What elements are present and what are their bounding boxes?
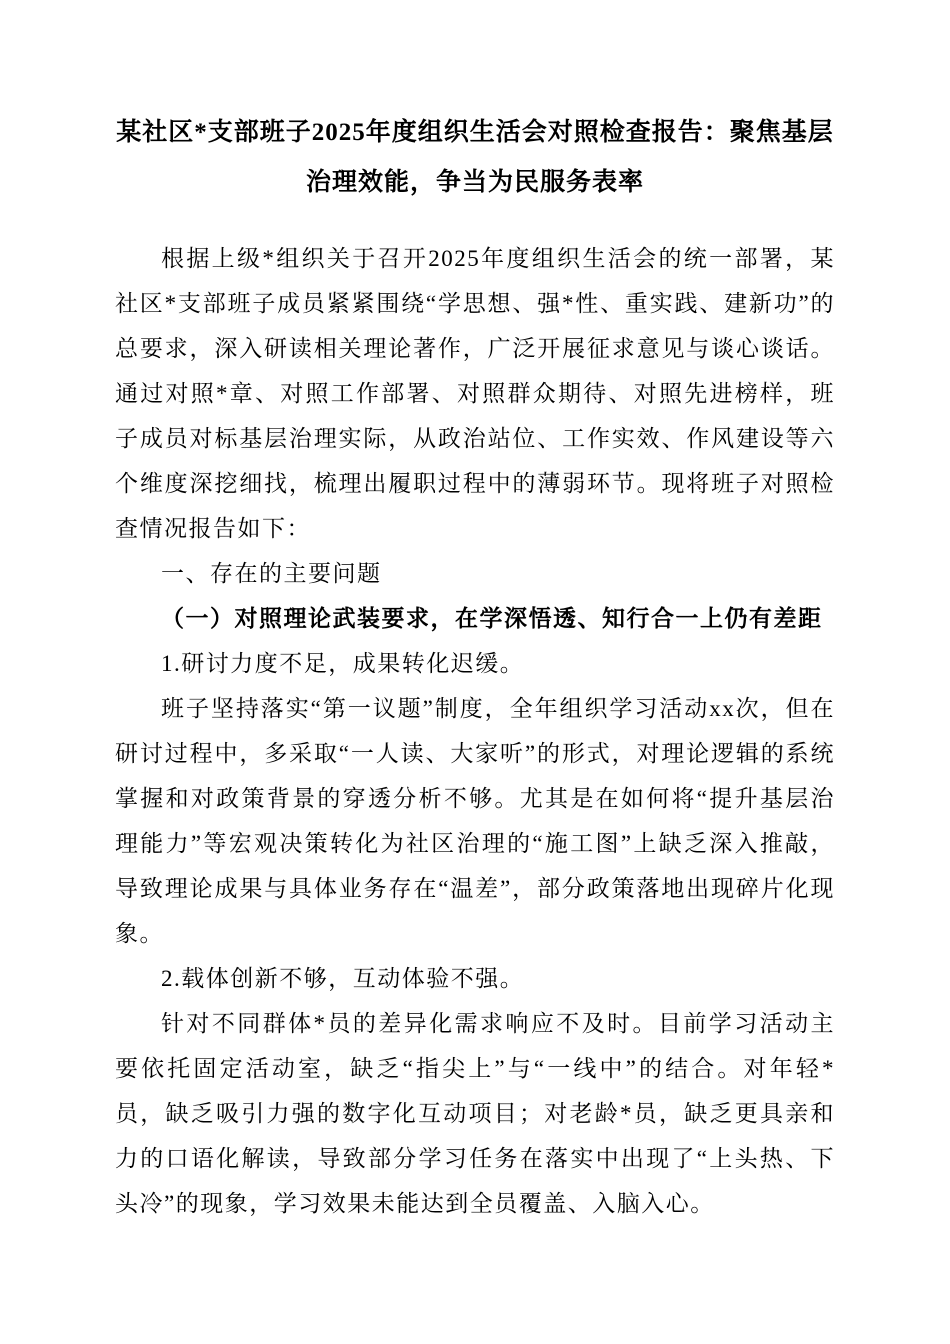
section-heading-main-problems: 一、存在的主要问题 (161, 561, 382, 586)
paragraph-intro: 根据上级*组织关于召开2025年度组织生活会的统一部署，某社区*支部班子成员紧紧围绕“学思想、强*性、重实践、建新功”的总要求，深入研读相关理论著作，广泛开展征求意见与谈心谈话。通过对照*章、对照工作部署、对照群众期待、对照先进榜样，班子成员对标基层治理实际，从政治站位、工作实效、作风建设等六个维度深挖细找，梳理出履职过程中的薄弱环节。现将班子对照检查情况报告如下： (115, 246, 835, 541)
subsection-heading-theory: （一）对照理论武装要求，在学深悟透、知行合一上仍有差距 (161, 606, 823, 631)
paragraph-point-1-body: 班子坚持落实“第一议题”制度，全年组织学习活动xx次，但在研讨过程中，多采取“一人读、大家听”的形式，对理论逻辑的系统掌握和对政策背景的穿透分析不够。尤其是在如何将“提升基层治理能力”等宏观决策转化为社区治理的“施工图”上缺乏深入推敲，导致理论成果与具体业务存在“温差”，部分政策落地出现碎片化现象。 (115, 696, 835, 946)
point-heading-2: 2.载体创新不够，互动体验不强。 (161, 966, 525, 991)
point-heading-1: 1.研讨力度不足，成果转化迟缓。 (161, 651, 525, 676)
paragraph-point-2-body: 针对不同群体*员的差异化需求响应不及时。目前学习活动主要依托固定活动室，缺乏“指尖上”与“一线中”的结合。对年轻*员，缺乏吸引力强的数字化互动项目；对老龄*员，缺乏更具亲和力的口语化解读，导致部分学习任务在落实中出现了“上头热、下头冷”的现象，学习效果未能达到全员覆盖、入脑入心。 (115, 1011, 835, 1216)
document-title: 某社区*支部班子2025年度组织生活会对照检查报告：聚焦基层治理效能，争当为民服务表率 (116, 119, 834, 196)
